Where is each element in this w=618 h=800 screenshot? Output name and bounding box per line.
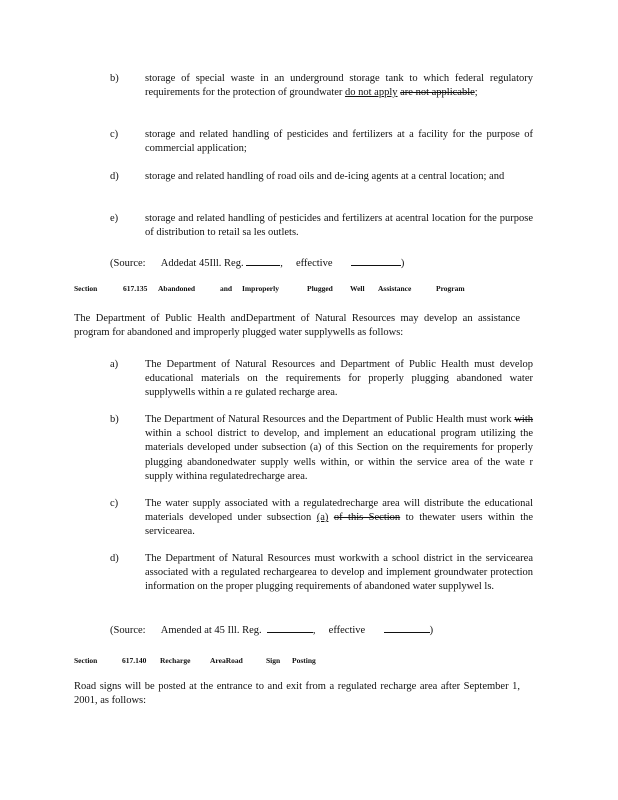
item-label: d) — [110, 171, 119, 182]
item-text: The Department of Natural Resources and Department of Public Health must develop educational materials on the requirements for properly plugging abandoned water supplywells within a re gulated recharge area. — [145, 359, 533, 399]
blank-line — [267, 622, 313, 633]
section-title-word: Abandoned — [158, 284, 196, 293]
source-text: Amended at 45 Ill. Reg. — [160, 625, 262, 636]
item-b-end: ; — [474, 87, 478, 99]
section-paragraph: The Department of Public Health andDepartment of Natural Resources may develop an assistance program for abandoned and improperly plugged water supplywells as follows: — [74, 313, 520, 339]
deleted-text: of this Section — [333, 512, 401, 524]
section-paragraph: Road signs will be posted at the entrance to and exit from a regulated recharge area after September 1, 2001, as follows: — [74, 681, 520, 707]
item-label: d) — [110, 553, 119, 564]
source-open: (Source: — [110, 258, 146, 269]
section-word: Section — [74, 656, 98, 665]
item-text — [145, 497, 533, 540]
item-label: c) — [110, 129, 119, 140]
item-c-pre: The water supply associated with a regulatedrecharge area will distribute the educational materials developed under subsection — [145, 498, 533, 524]
item-label: b) — [110, 73, 119, 84]
section-title-word: Posting — [292, 656, 316, 665]
source-text: Addedat 45Ill. Reg. — [160, 258, 244, 269]
source-effective: effective — [328, 625, 366, 636]
section-title-word: Sign — [266, 656, 281, 665]
item-text — [145, 413, 533, 484]
blank-line — [246, 255, 280, 266]
deleted-text: are not applicable — [400, 87, 475, 99]
section-number: 617.140 — [122, 656, 147, 665]
section-title-word: Improperly — [242, 284, 279, 293]
source-open: (Source: — [110, 625, 146, 636]
item-text: storage and related handling of road oils and de-icing agents at a central location; and — [145, 171, 505, 182]
section-title-word: Program — [436, 284, 465, 293]
source-note: (Source: Amended at 45 Ill. Reg. , effective ) — [110, 622, 433, 638]
item-b-text: storage of special waste in an underground storage tank to which federal regulatory requirements for the protection of groundwater — [145, 73, 533, 99]
item-label: c) — [110, 498, 119, 509]
item-c-post: to thewater users within the servicearea. — [145, 512, 534, 538]
section-title-word: Well — [350, 284, 365, 293]
section-title-word: and — [220, 284, 233, 293]
blank-line — [384, 622, 430, 633]
source-close: ) — [429, 625, 434, 636]
section-title-word: Recharge — [160, 656, 191, 665]
item-label: e) — [110, 213, 119, 224]
item-b-post: within a school district to develop, and implement an educational program utilizing the materials developed under subsection (a) of this Section on the requirements for properly plugging abandonedwater supply wells within, or within the service area of the wate r supply withina regulatedrecharge area. — [145, 428, 533, 482]
item-text: The Department of Natural Resources must workwith a school district in the servicearea associated with a regulated rechargearea to develop and implement groundwater protection information on the proper plugging requirements of abandoned water supplywel ls. — [145, 553, 533, 593]
inserted-text: do not apply — [345, 87, 398, 99]
section-title-word: AreaRoad — [210, 656, 243, 665]
section-title-word: Assistance — [378, 284, 412, 293]
blank-line — [351, 255, 401, 266]
section-word: Section — [74, 284, 98, 293]
item-text: storage and related handling of pesticides and fertilizers at acentral location for the purpose of distribution to retail sa les outlets. — [145, 213, 533, 239]
inserted-text: (a) — [316, 512, 329, 524]
item-label: b) — [110, 414, 119, 425]
item-text — [145, 72, 533, 100]
source-close: ) — [400, 258, 405, 269]
item-label: a) — [110, 359, 119, 370]
section-number: 617.135 — [123, 284, 148, 293]
item-b-pre: The Department of Natural Resources and the Department of Public Health must work — [145, 414, 512, 425]
section-title-word: Plugged — [307, 284, 333, 293]
source-effective: effective — [295, 258, 333, 269]
source-note: (Source: Addedat 45Ill. Reg. , effective ) — [110, 255, 404, 271]
item-text: storage and related handling of pesticides and fertilizers at a facility for the purpose of commercial application; — [145, 129, 533, 155]
deleted-text: with — [514, 414, 534, 425]
